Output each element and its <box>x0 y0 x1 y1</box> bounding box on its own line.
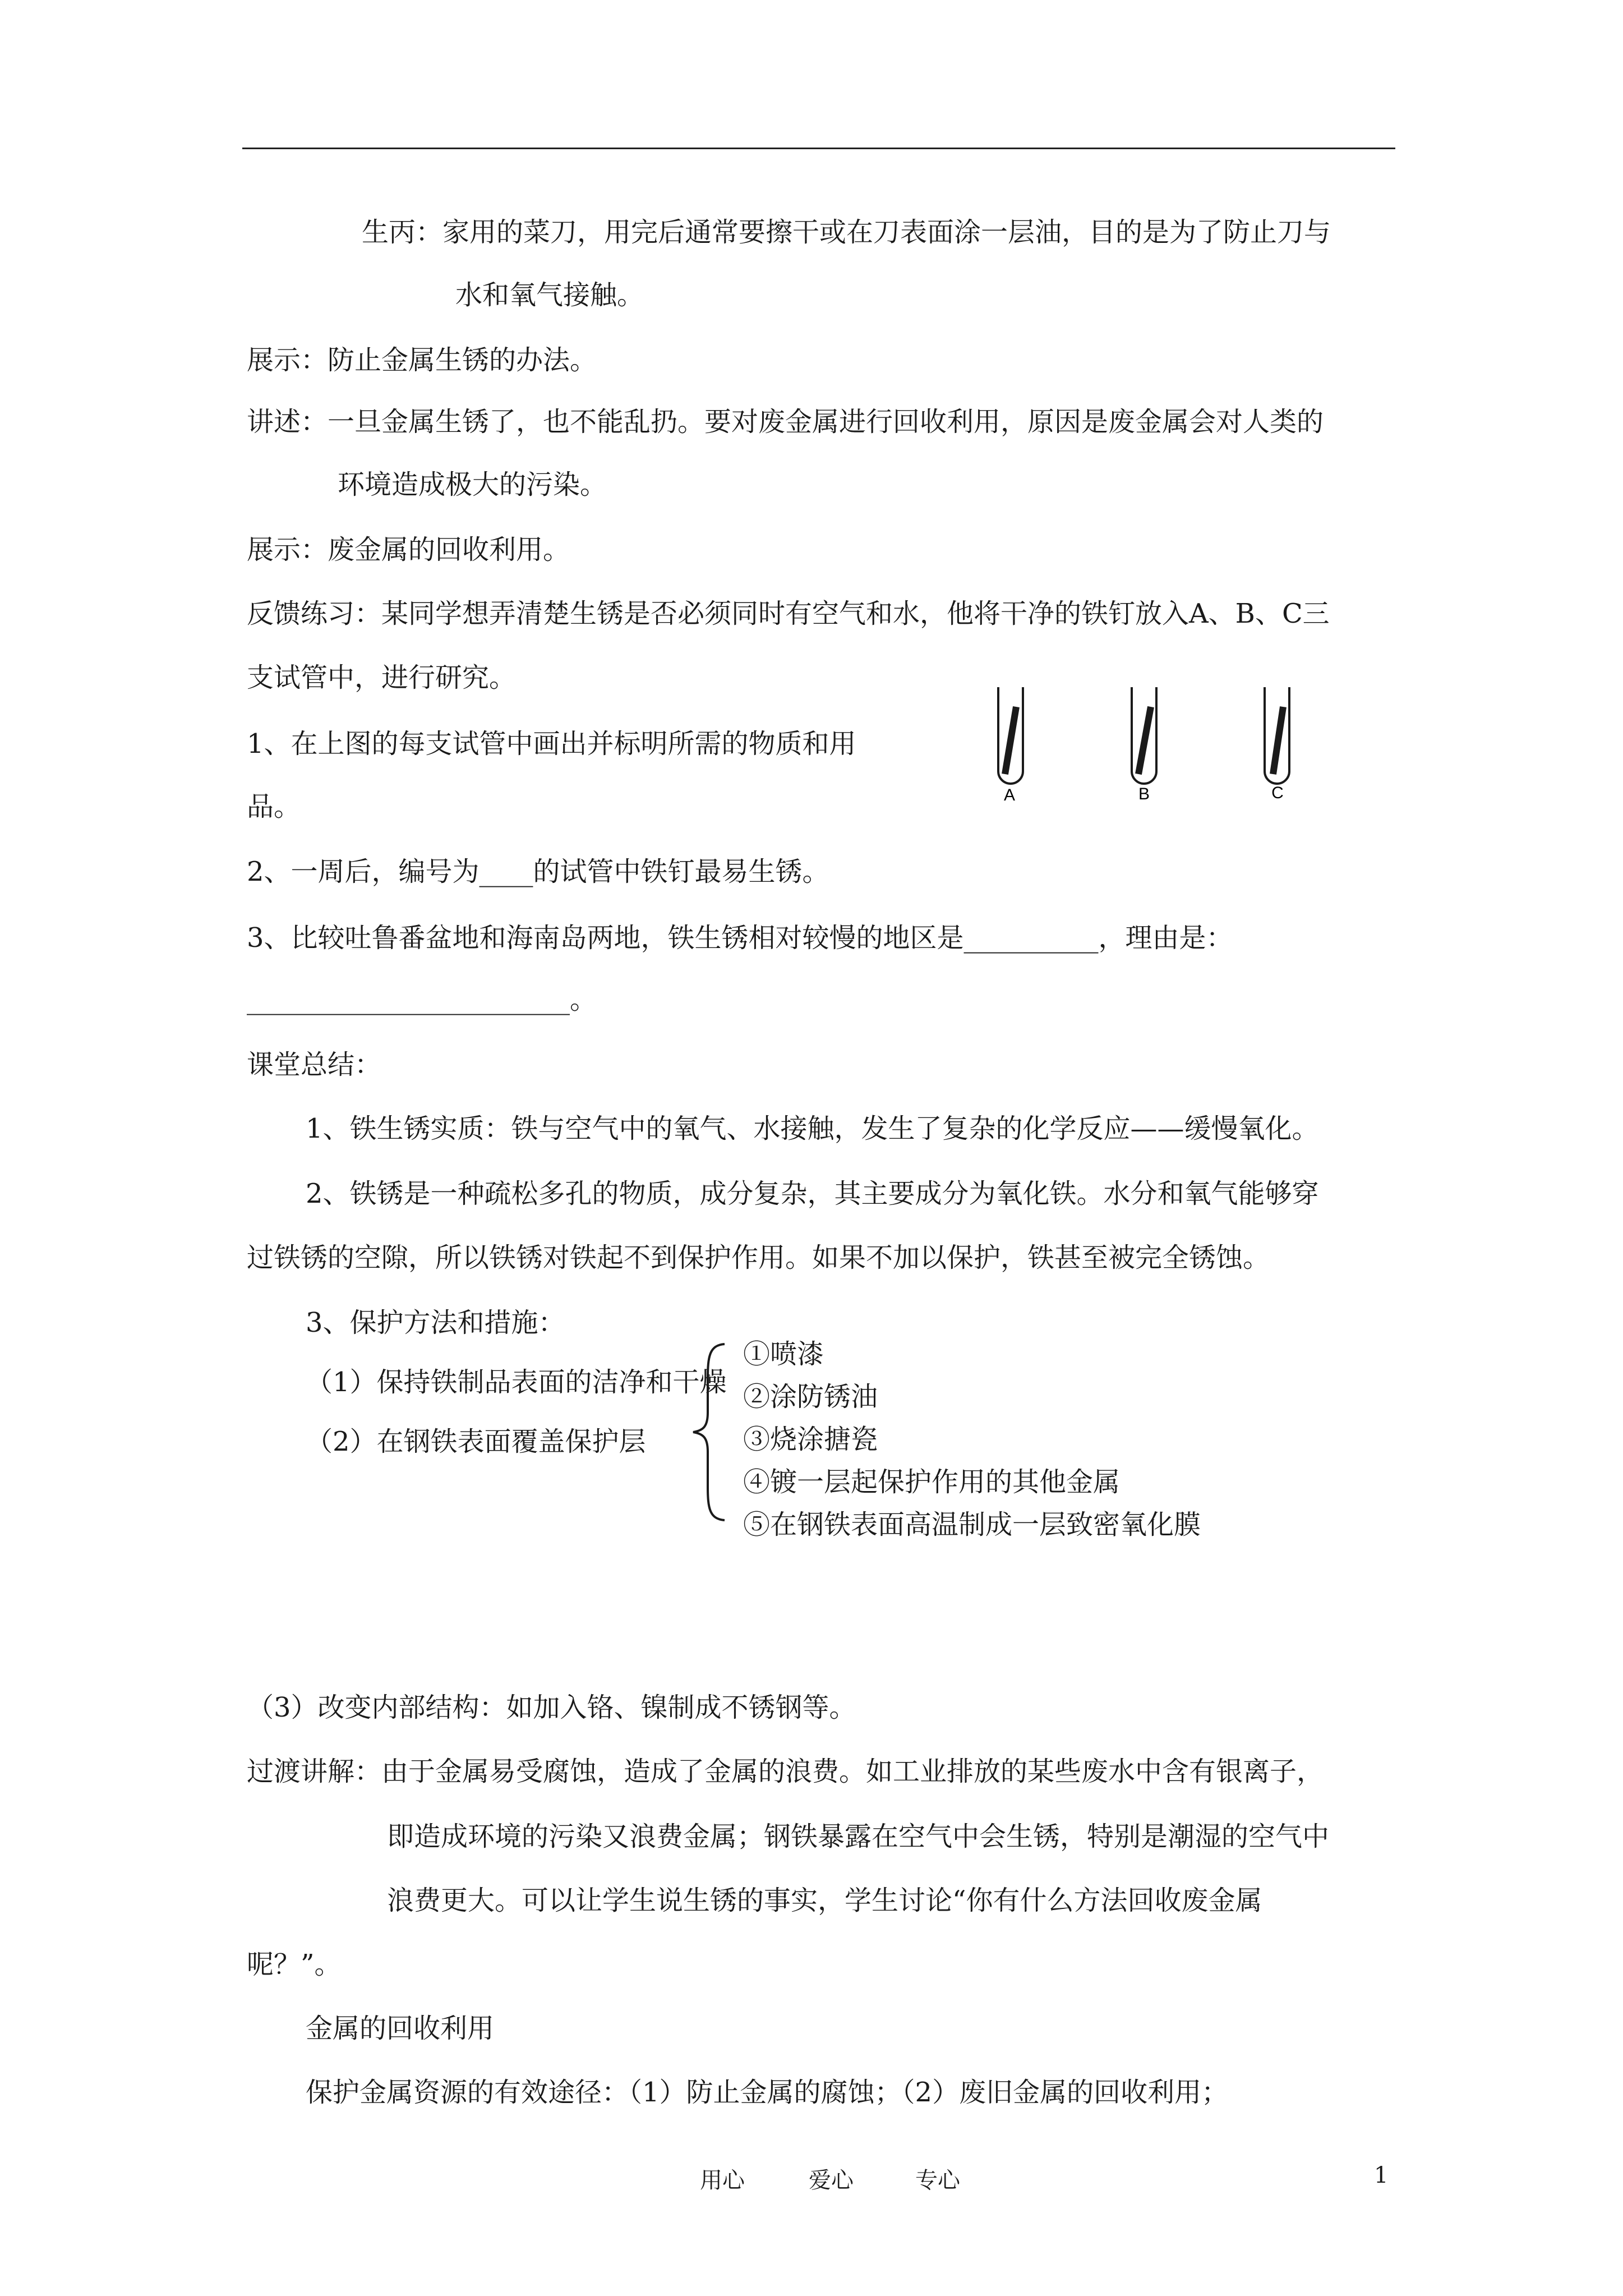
footer-text: 爱心 <box>809 2168 854 2193</box>
text-line: 讲述：一旦金属生锈了，也不能乱扔。要对废金属进行回收利用，原因是废金属会对人类的 <box>247 406 1324 438</box>
text-line: 生丙：家用的菜刀，用完后通常要擦干或在刀表面涂一层油，目的是为了防止刀与 <box>362 217 1331 248</box>
text-line: 过渡讲解：由于金属易受腐蚀，造成了金属的浪费。如工业排放的某些废水中含有银离子， <box>247 1756 1324 1787</box>
text-line: 过铁锈的空隙，所以铁锈对铁起不到保护作用。如果不加以保护，铁甚至被完全锈蚀。 <box>247 1242 1270 1273</box>
text-line: 1、铁生锈实质：铁与空气中的氧气、水接触，发生了复杂的化学反应——缓慢氧化。 <box>306 1113 1319 1144</box>
text-line: 课堂总结： <box>247 1049 382 1080</box>
text-line: 品。 <box>247 791 301 822</box>
tube-label: C <box>1271 784 1284 802</box>
text-line: 金属的回收利用 <box>306 2013 495 2044</box>
text-line: 3、比较吐鲁番盆地和海南岛两地，铁生锈相对较慢的地区是__________，理由是： <box>247 922 1233 954</box>
header-rule <box>242 148 1395 149</box>
option-item: ④镀一层起保护作用的其他金属 <box>743 1466 1121 1498</box>
option-item: ②涂防锈油 <box>743 1381 878 1412</box>
text-line: 支试管中，进行研究。 <box>247 662 517 693</box>
text-line: 环境造成极大的污染。 <box>338 469 607 500</box>
text-line: 1、在上图的每支试管中画出并标明所需的物质和用 <box>247 728 856 760</box>
text-line: 即造成环境的污染又浪费金属；钢铁暴露在空气中会生锈，特别是潮湿的空气中 <box>387 1821 1330 1852</box>
option-item: ①喷漆 <box>743 1338 824 1370</box>
text-line: 2、铁锈是一种疏松多孔的物质，成分复杂，其主要成分为氧化铁。水分和氧气能够穿 <box>306 1178 1319 1209</box>
test-tube-icon <box>1132 687 1156 784</box>
text-line: 展示：防止金属生锈的办法。 <box>247 344 597 376</box>
test-tube-icon <box>1265 687 1289 784</box>
text-line: ________________________。 <box>247 984 597 1015</box>
test-tubes-figure <box>953 682 1318 805</box>
text-line: 反馈练习：某同学想弄清楚生锈是否必须同时有空气和水，他将干净的铁钉放入A、B、C三 <box>247 598 1330 629</box>
text-line: 水和氧气接触。 <box>455 279 644 311</box>
curly-brace-icon <box>690 1340 729 1525</box>
footer-text: 专心 <box>915 2168 960 2193</box>
option-item: ③烧涂搪瓷 <box>743 1424 878 1455</box>
text-line: 呢？”。 <box>247 1949 342 1980</box>
text-line: （3）改变内部结构：如加入铬、镍制成不锈钢等。 <box>247 1692 856 1723</box>
text-line: 展示：废金属的回收利用。 <box>247 534 570 565</box>
text-line: 3、保护方法和措施： <box>306 1307 565 1338</box>
text-line: 保护金属资源的有效途径：（1）防止金属的腐蚀；（2）废旧金属的回收利用； <box>306 2077 1229 2108</box>
text-line: 2、一周后，编号为____的试管中铁钉最易生锈。 <box>247 856 829 887</box>
page-number: 1 <box>1374 2162 1389 2188</box>
text-line: 浪费更大。可以让学生说生锈的事实，学生讨论“你有什么方法回收废金属 <box>387 1885 1262 1916</box>
test-tube-icon <box>998 687 1023 784</box>
footer-text: 用心 <box>700 2168 745 2193</box>
tube-label: A <box>1003 786 1016 804</box>
option-item: ⑤在钢铁表面高温制成一层致密氧化膜 <box>743 1509 1201 1540</box>
text-line: （2）在钢铁表面覆盖保护层 <box>306 1426 646 1457</box>
text-line: （1）保持铁制品表面的洁净和干燥 <box>306 1366 727 1398</box>
tube-label: B <box>1138 785 1150 803</box>
